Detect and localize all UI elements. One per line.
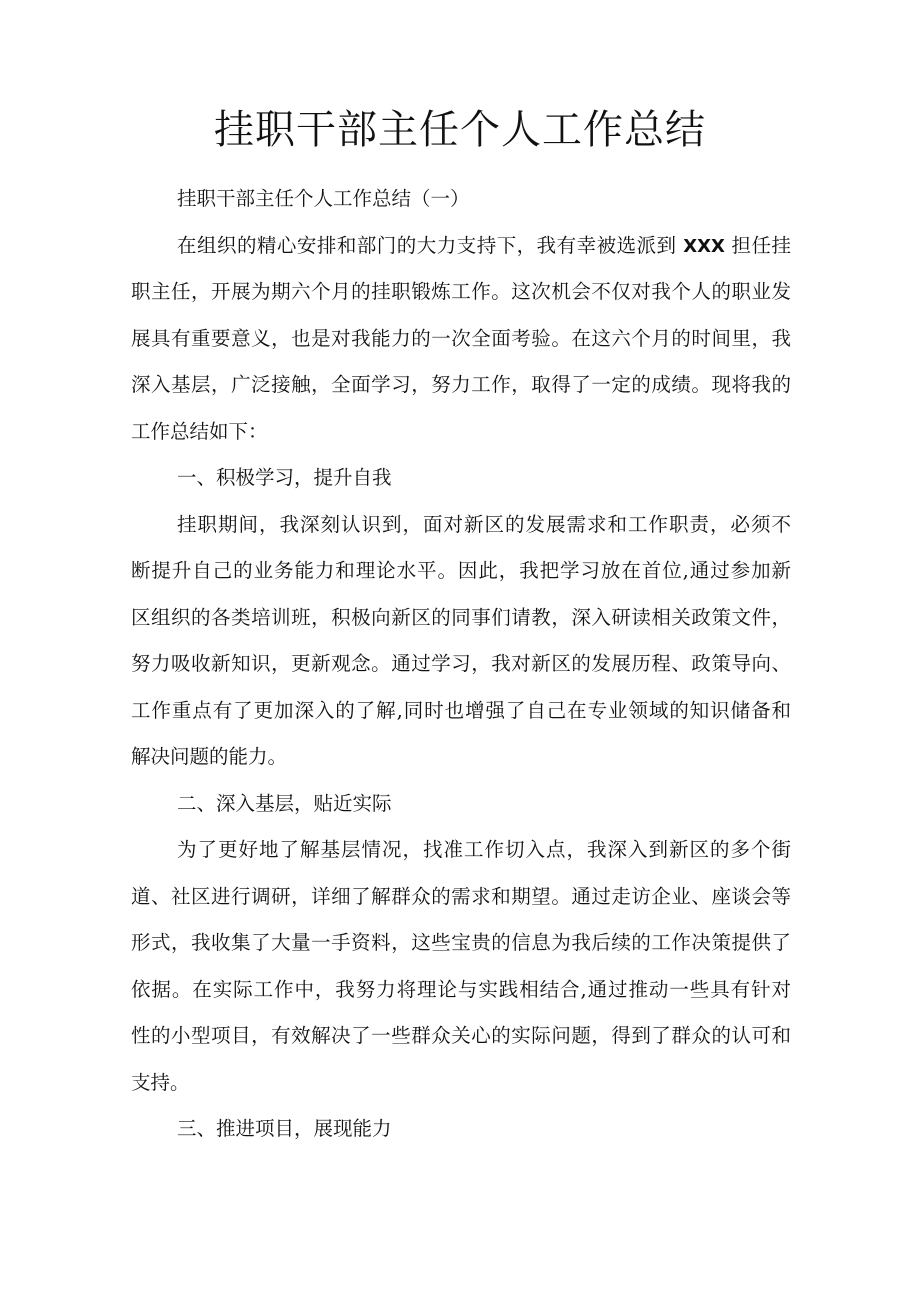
section1-line: 解决问题的能力。 bbox=[131, 745, 288, 768]
section2-line: 性的小型项目，有效解决了一些群众关心的实际问题，得到了群众的认可和 bbox=[131, 1024, 791, 1047]
document-title: 挂职干部主任个人工作总结 bbox=[214, 107, 706, 153]
section2-line: 依据。在实际工作中，我努力将理论与实践相结合,通过推动一些具有针对 bbox=[131, 977, 791, 1001]
section-heading-1: 一、积极学习，提升自我 bbox=[177, 466, 392, 489]
intro-line: 工作总结如下： bbox=[131, 419, 268, 443]
intro-text-part: 担任挂 bbox=[724, 233, 792, 257]
section1-line: 断提升自己的业务能力和理论水平。因此，我把学习放在首位,通过参加新 bbox=[131, 559, 791, 582]
section1-line: 工作重点有了更加深入的了解,同时也增强了自己在专业领域的知识储备和 bbox=[131, 698, 791, 722]
section-heading-2: 二、深入基层，贴近实际 bbox=[177, 791, 392, 815]
section1-line: 挂职期间，我深刻认识到，面对新区的发展需求和工作职责，必须不 bbox=[177, 512, 791, 536]
section2-line: 支持。 bbox=[131, 1070, 190, 1094]
intro-text-part: 在组织的精心安排和部门的大力支持下，我有幸被选派到 bbox=[177, 233, 684, 257]
document-body bbox=[131, 176, 791, 1153]
intro-line: 展具有重要意义，也是对我能力的一次全面考验。在这六个月的时间里，我 bbox=[131, 326, 791, 350]
intro-line bbox=[131, 223, 791, 270]
section2-line: 形式，我收集了大量一手资料，这些宝贵的信息为我后续的工作决策提供了 bbox=[131, 931, 791, 954]
document-subtitle: 挂职干部主任个人工作总结（一） bbox=[177, 187, 470, 210]
section2-line: 为了更好地了解基层情况，找准工作切入点，我深入到新区的多个街 bbox=[177, 838, 791, 861]
section2-line: 道、社区进行调研，详细了解群众的需求和期望。通过走访企业、座谈会等 bbox=[131, 884, 791, 908]
section-heading-3: 三、推进项目，展现能力 bbox=[177, 1117, 392, 1140]
intro-line: 职主任，开展为期六个月的挂职锻炼工作。这次机会不仅对我个人的职业发 bbox=[131, 280, 791, 303]
intro-line: 深入基层，广泛接触，全面学习，努力工作，取得了一定的成绩。现将我的 bbox=[131, 373, 791, 396]
placeholder-org-name: XXX bbox=[683, 235, 725, 257]
section1-line: 区组织的各类培训班，积极向新区的同事们请教，深入研读相关政策文件， bbox=[131, 605, 791, 629]
section1-line: 努力吸收新知识，更新观念。通过学习，我对新区的发展历程、政策导向、 bbox=[131, 652, 791, 675]
